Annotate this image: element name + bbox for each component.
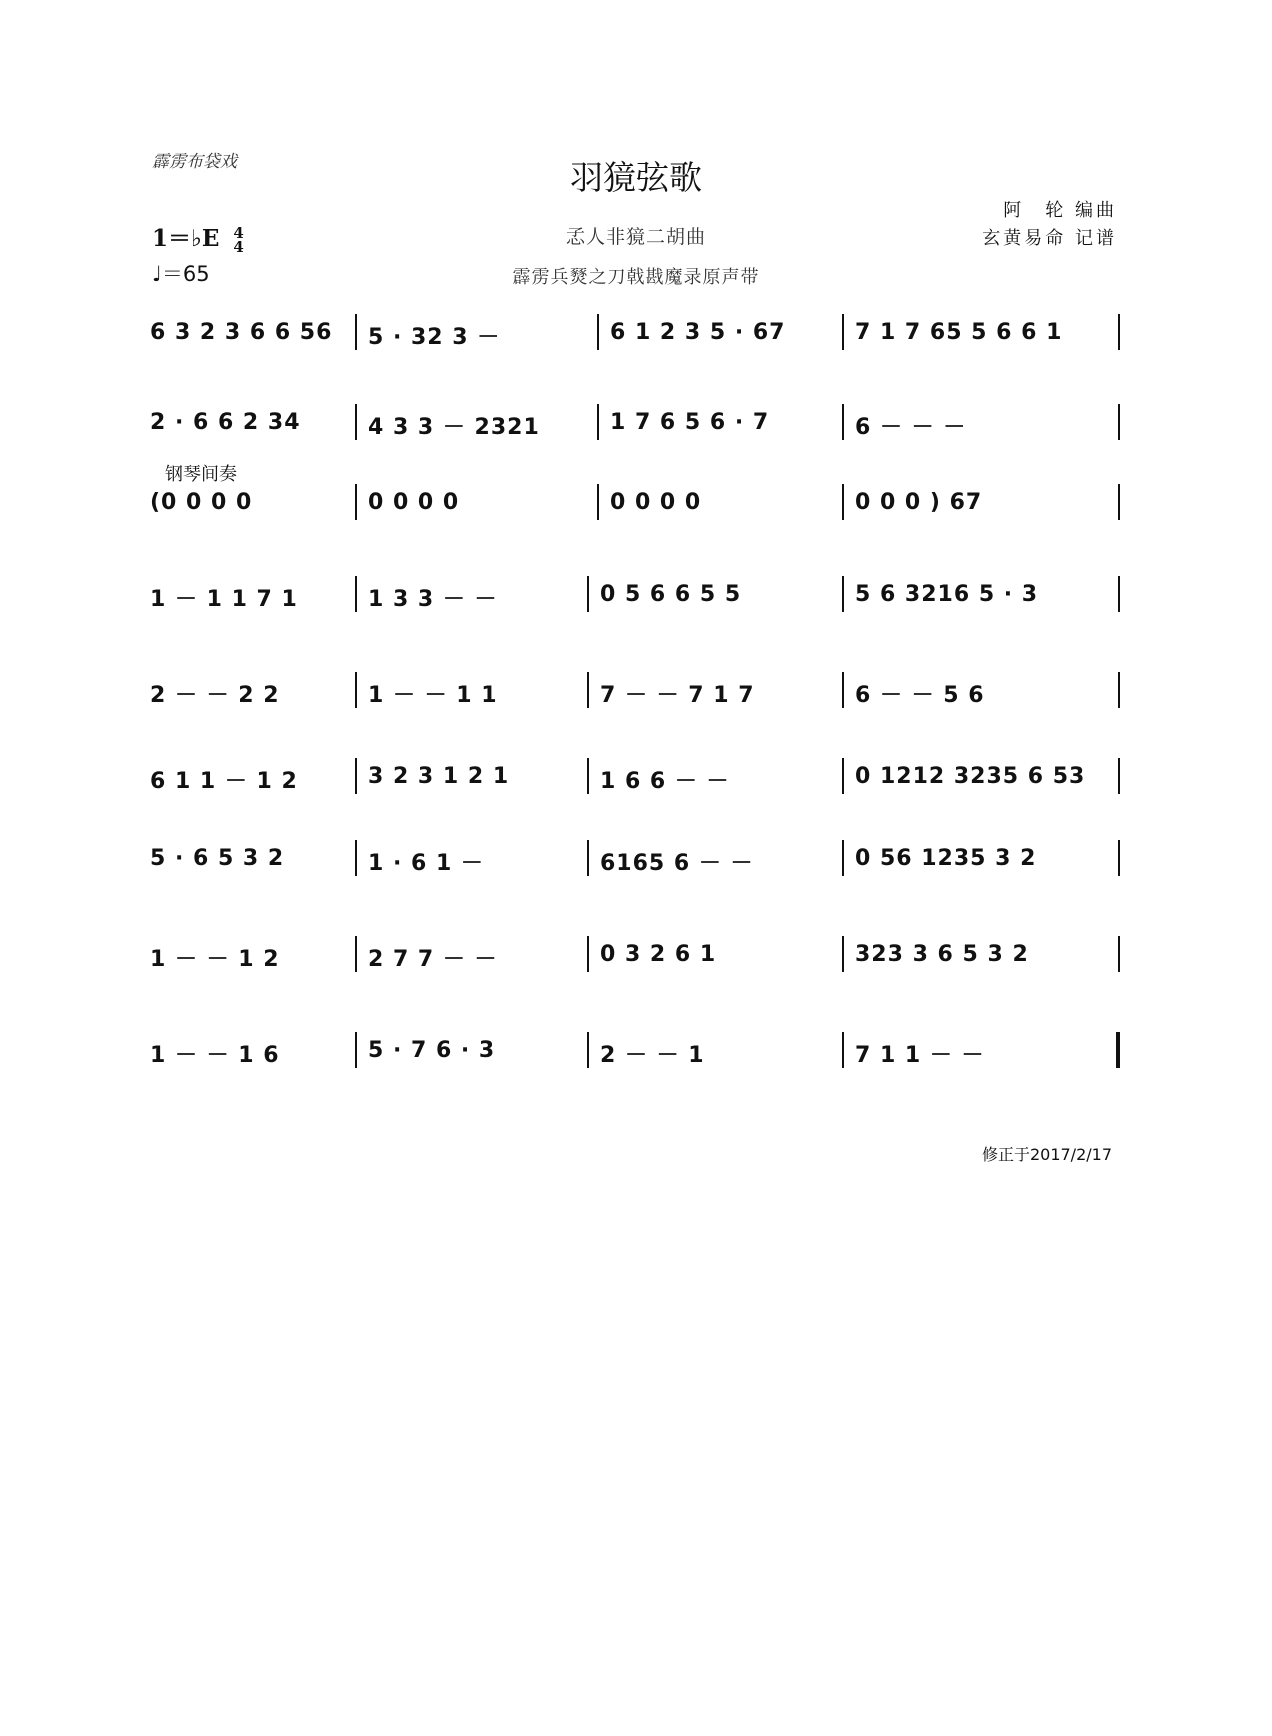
measure: 0 0 0 0 [610,490,702,515]
final-barline [1116,1032,1120,1068]
barline [355,576,357,612]
barline [587,672,589,708]
measure: 1 － － 1 6 [150,1043,280,1068]
measure: 2 · 6 6 2 34 [150,410,301,435]
barline [355,314,357,350]
measure: (0 0 0 0 [150,490,253,515]
score-row [150,846,1122,886]
score-row [150,1038,1122,1078]
barline [842,936,844,972]
source-album: 霹雳兵燹之刀戟戡魔录原声带 [512,267,760,288]
measure: 3 2 3 1 2 1 [368,764,510,789]
barline [355,1032,357,1068]
measure: 1 － － 1 1 [368,683,498,708]
measure: 7 1 7 65 5 6 6 1 [855,320,1063,345]
measure: 0 0 0 0 [368,490,460,515]
revision-date: 修正于2017/2/17 [981,1145,1112,1164]
subtitle: 孞人非獍二胡曲 [565,226,706,248]
score-row [150,320,1122,360]
measure: 1 3 3 － － [368,587,498,612]
series-name: 霹雳布袋戏 [152,152,237,172]
measure: 0 1212 3235 6 53 [855,764,1086,789]
measure: 2 － － 2 2 [150,683,280,708]
score-row [150,942,1122,982]
measure: 1 － － 1 2 [150,947,280,972]
measure: 7 － － 7 1 7 [600,683,755,708]
measure: 323 3 6 5 3 2 [855,942,1029,967]
score-row [150,410,1122,450]
score-title: 羽獍弦歌 [570,158,702,197]
barline [1118,672,1120,708]
measure: 0 3 2 6 1 [600,942,717,967]
measure: 1 － 1 1 7 1 [150,587,298,612]
measure: 6165 6 － － [600,851,754,876]
barline [1118,484,1120,520]
barline [1118,576,1120,612]
measure: 6 － － － [855,415,967,440]
key-text: 1＝♭E [152,225,220,252]
barline [597,404,599,440]
time-bottom: 4 [233,238,244,256]
barline [587,576,589,612]
barline [842,484,844,520]
barline [597,484,599,520]
measure: 6 1 2 3 5 · 67 [610,320,786,345]
measure: 1 7 6 5 6 · 7 [610,410,770,435]
barline [842,1032,844,1068]
transcriber-credit: 玄黄易命 记谱 [982,228,1117,249]
measure: 7 1 1 － － [855,1043,985,1068]
key-signature [152,220,244,254]
score-row [150,582,1122,622]
measure: 0 5 6 6 5 5 [600,582,742,607]
measure: 1 · 6 1 － [368,851,484,876]
barline [587,1032,589,1068]
barline [587,840,589,876]
score-row [150,764,1122,804]
barline [597,314,599,350]
time-signature [233,226,243,254]
barline [842,840,844,876]
barline [355,484,357,520]
measure: 0 56 1235 3 2 [855,846,1037,871]
measure: 5 · 7 6 · 3 [368,1038,496,1063]
barline [355,840,357,876]
barline [842,672,844,708]
measure: 1 6 6 － － [600,769,730,794]
section-label: 钢琴间奏 [165,464,237,485]
score-row [150,490,1122,530]
barline [842,576,844,612]
barline [355,936,357,972]
measure: 4 3 3 － 2321 [368,415,540,440]
measure: 5 · 6 5 3 2 [150,846,285,871]
tempo-mark: ♩＝65 [152,262,210,286]
measure: 6 3 2 3 6 6 56 [150,320,333,345]
barline [1118,936,1120,972]
barline [842,314,844,350]
measure: 5 6 3216 5 · 3 [855,582,1039,607]
barline [842,758,844,794]
score-row [150,678,1122,718]
barline [587,936,589,972]
barline [587,758,589,794]
barline [842,404,844,440]
barline [1118,758,1120,794]
time-top: 4 [233,224,244,242]
barline [1118,404,1120,440]
measure: 6 － － 5 6 [855,683,985,708]
barline [355,672,357,708]
composer-credit: 阿 轮 编曲 [1003,200,1117,221]
barline [355,758,357,794]
measure: 2 － － 1 [600,1043,705,1068]
measure: 0 0 0 ) 67 [855,490,983,515]
barline [1118,840,1120,876]
barline [1118,314,1120,350]
measure: 6 1 1 － 1 2 [150,769,298,794]
measure: 2 7 7 － － [368,947,498,972]
measure: 5 · 32 3 － [368,325,501,350]
barline [355,404,357,440]
